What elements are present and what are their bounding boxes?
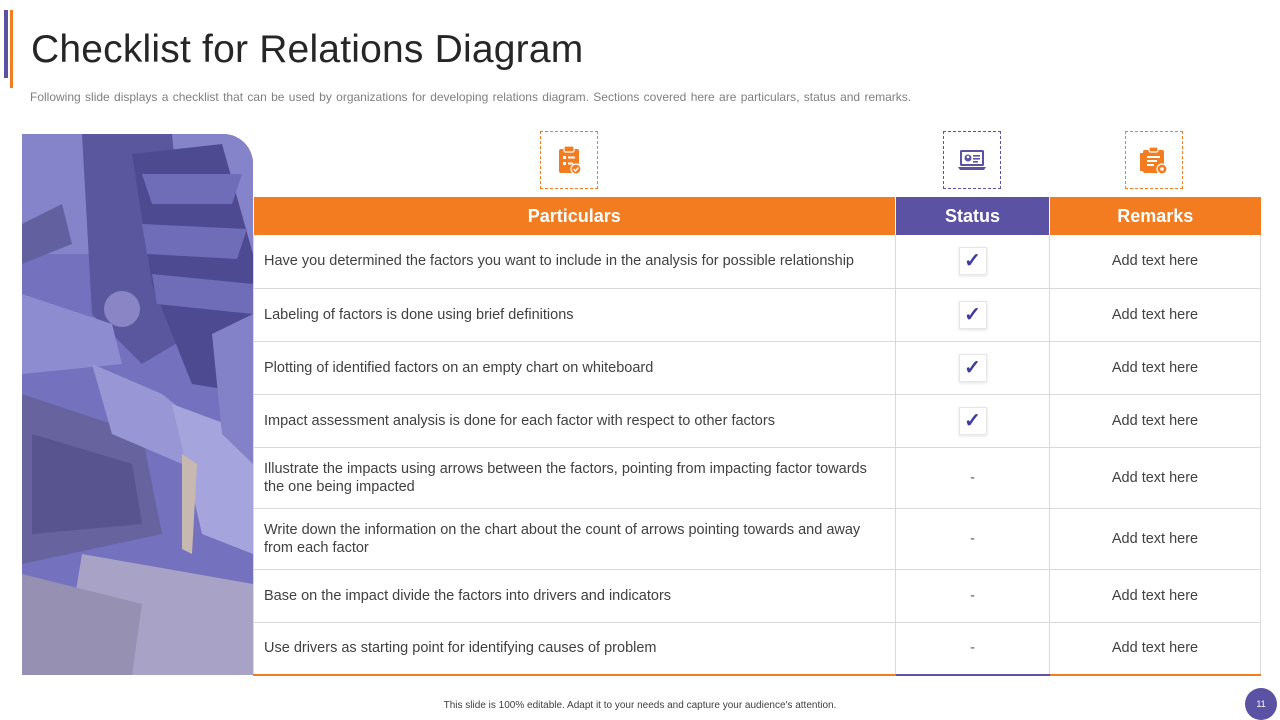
clipboard-check-icon	[554, 145, 584, 175]
table-row	[254, 235, 1261, 288]
clipboard-gear-icon	[1139, 145, 1169, 175]
remarks-text[interactable]: Add text here	[1050, 341, 1261, 394]
particular-text: Use drivers as starting point for identifying causes of problem	[254, 622, 896, 675]
particular-text: Plotting of identified factors on an empty chart on whiteboard	[254, 341, 896, 394]
status-check-box[interactable]: ✓	[959, 247, 987, 275]
table-row	[254, 447, 1261, 508]
header-particulars: Particulars	[254, 197, 896, 235]
accent-bar-orange	[10, 10, 13, 88]
status-icon-box	[943, 131, 1001, 189]
slide-footer: This slide is 100% editable. Adapt it to your needs and capture your audience's attention.	[443, 700, 837, 711]
particular-text: Base on the impact divide the factors into drivers and indicators	[254, 569, 896, 622]
status-dash: -	[970, 530, 975, 547]
status-dash: -	[970, 469, 975, 486]
status-check-box[interactable]: ✓	[959, 301, 987, 329]
table-row	[254, 394, 1261, 447]
laptop-user-icon	[957, 145, 987, 175]
table-row	[254, 341, 1261, 394]
particular-text: Impact assessment analysis is done for each factor with respect to other factors	[254, 394, 896, 447]
remarks-text[interactable]: Add text here	[1050, 622, 1261, 675]
slide-subtitle: Following slide displays a checklist that can be used by organizations for developing relations diagram. Sections covered here are particulars, status and remarks.	[30, 90, 912, 104]
accent-bar-purple	[4, 10, 8, 78]
status-check-box[interactable]: ✓	[959, 354, 987, 382]
table-row	[254, 622, 1261, 675]
office-photo	[22, 134, 253, 675]
status-dash: -	[970, 587, 975, 604]
header-status: Status	[896, 197, 1050, 235]
remarks-text[interactable]: Add text here	[1050, 447, 1261, 508]
remarks-text[interactable]: Add text here	[1050, 394, 1261, 447]
particular-text: Illustrate the impacts using arrows between the factors, pointing from impacting factor towards the one being impacted	[254, 447, 896, 508]
remarks-text[interactable]: Add text here	[1050, 288, 1261, 341]
table-row	[254, 569, 1261, 622]
remarks-text[interactable]: Add text here	[1050, 235, 1261, 288]
slide-title: Checklist for Relations Diagram	[31, 28, 584, 71]
particular-text: Have you determined the factors you want to include in the analysis for possible relationship	[254, 235, 896, 288]
page-number-badge: 11	[1245, 688, 1277, 720]
header-remarks: Remarks	[1050, 197, 1261, 235]
table-row	[254, 288, 1261, 341]
remarks-icon-box	[1125, 131, 1183, 189]
checklist-table	[253, 197, 1261, 676]
table-row	[254, 508, 1261, 569]
table-header-row	[254, 197, 1261, 235]
particular-text: Labeling of factors is done using brief definitions	[254, 288, 896, 341]
particulars-icon-box	[540, 131, 598, 189]
status-dash: -	[970, 640, 975, 657]
remarks-text[interactable]: Add text here	[1050, 508, 1261, 569]
particular-text: Write down the information on the chart about the count of arrows pointing towards and away from each factor	[254, 508, 896, 569]
status-check-box[interactable]: ✓	[959, 407, 987, 435]
remarks-text[interactable]: Add text here	[1050, 569, 1261, 622]
